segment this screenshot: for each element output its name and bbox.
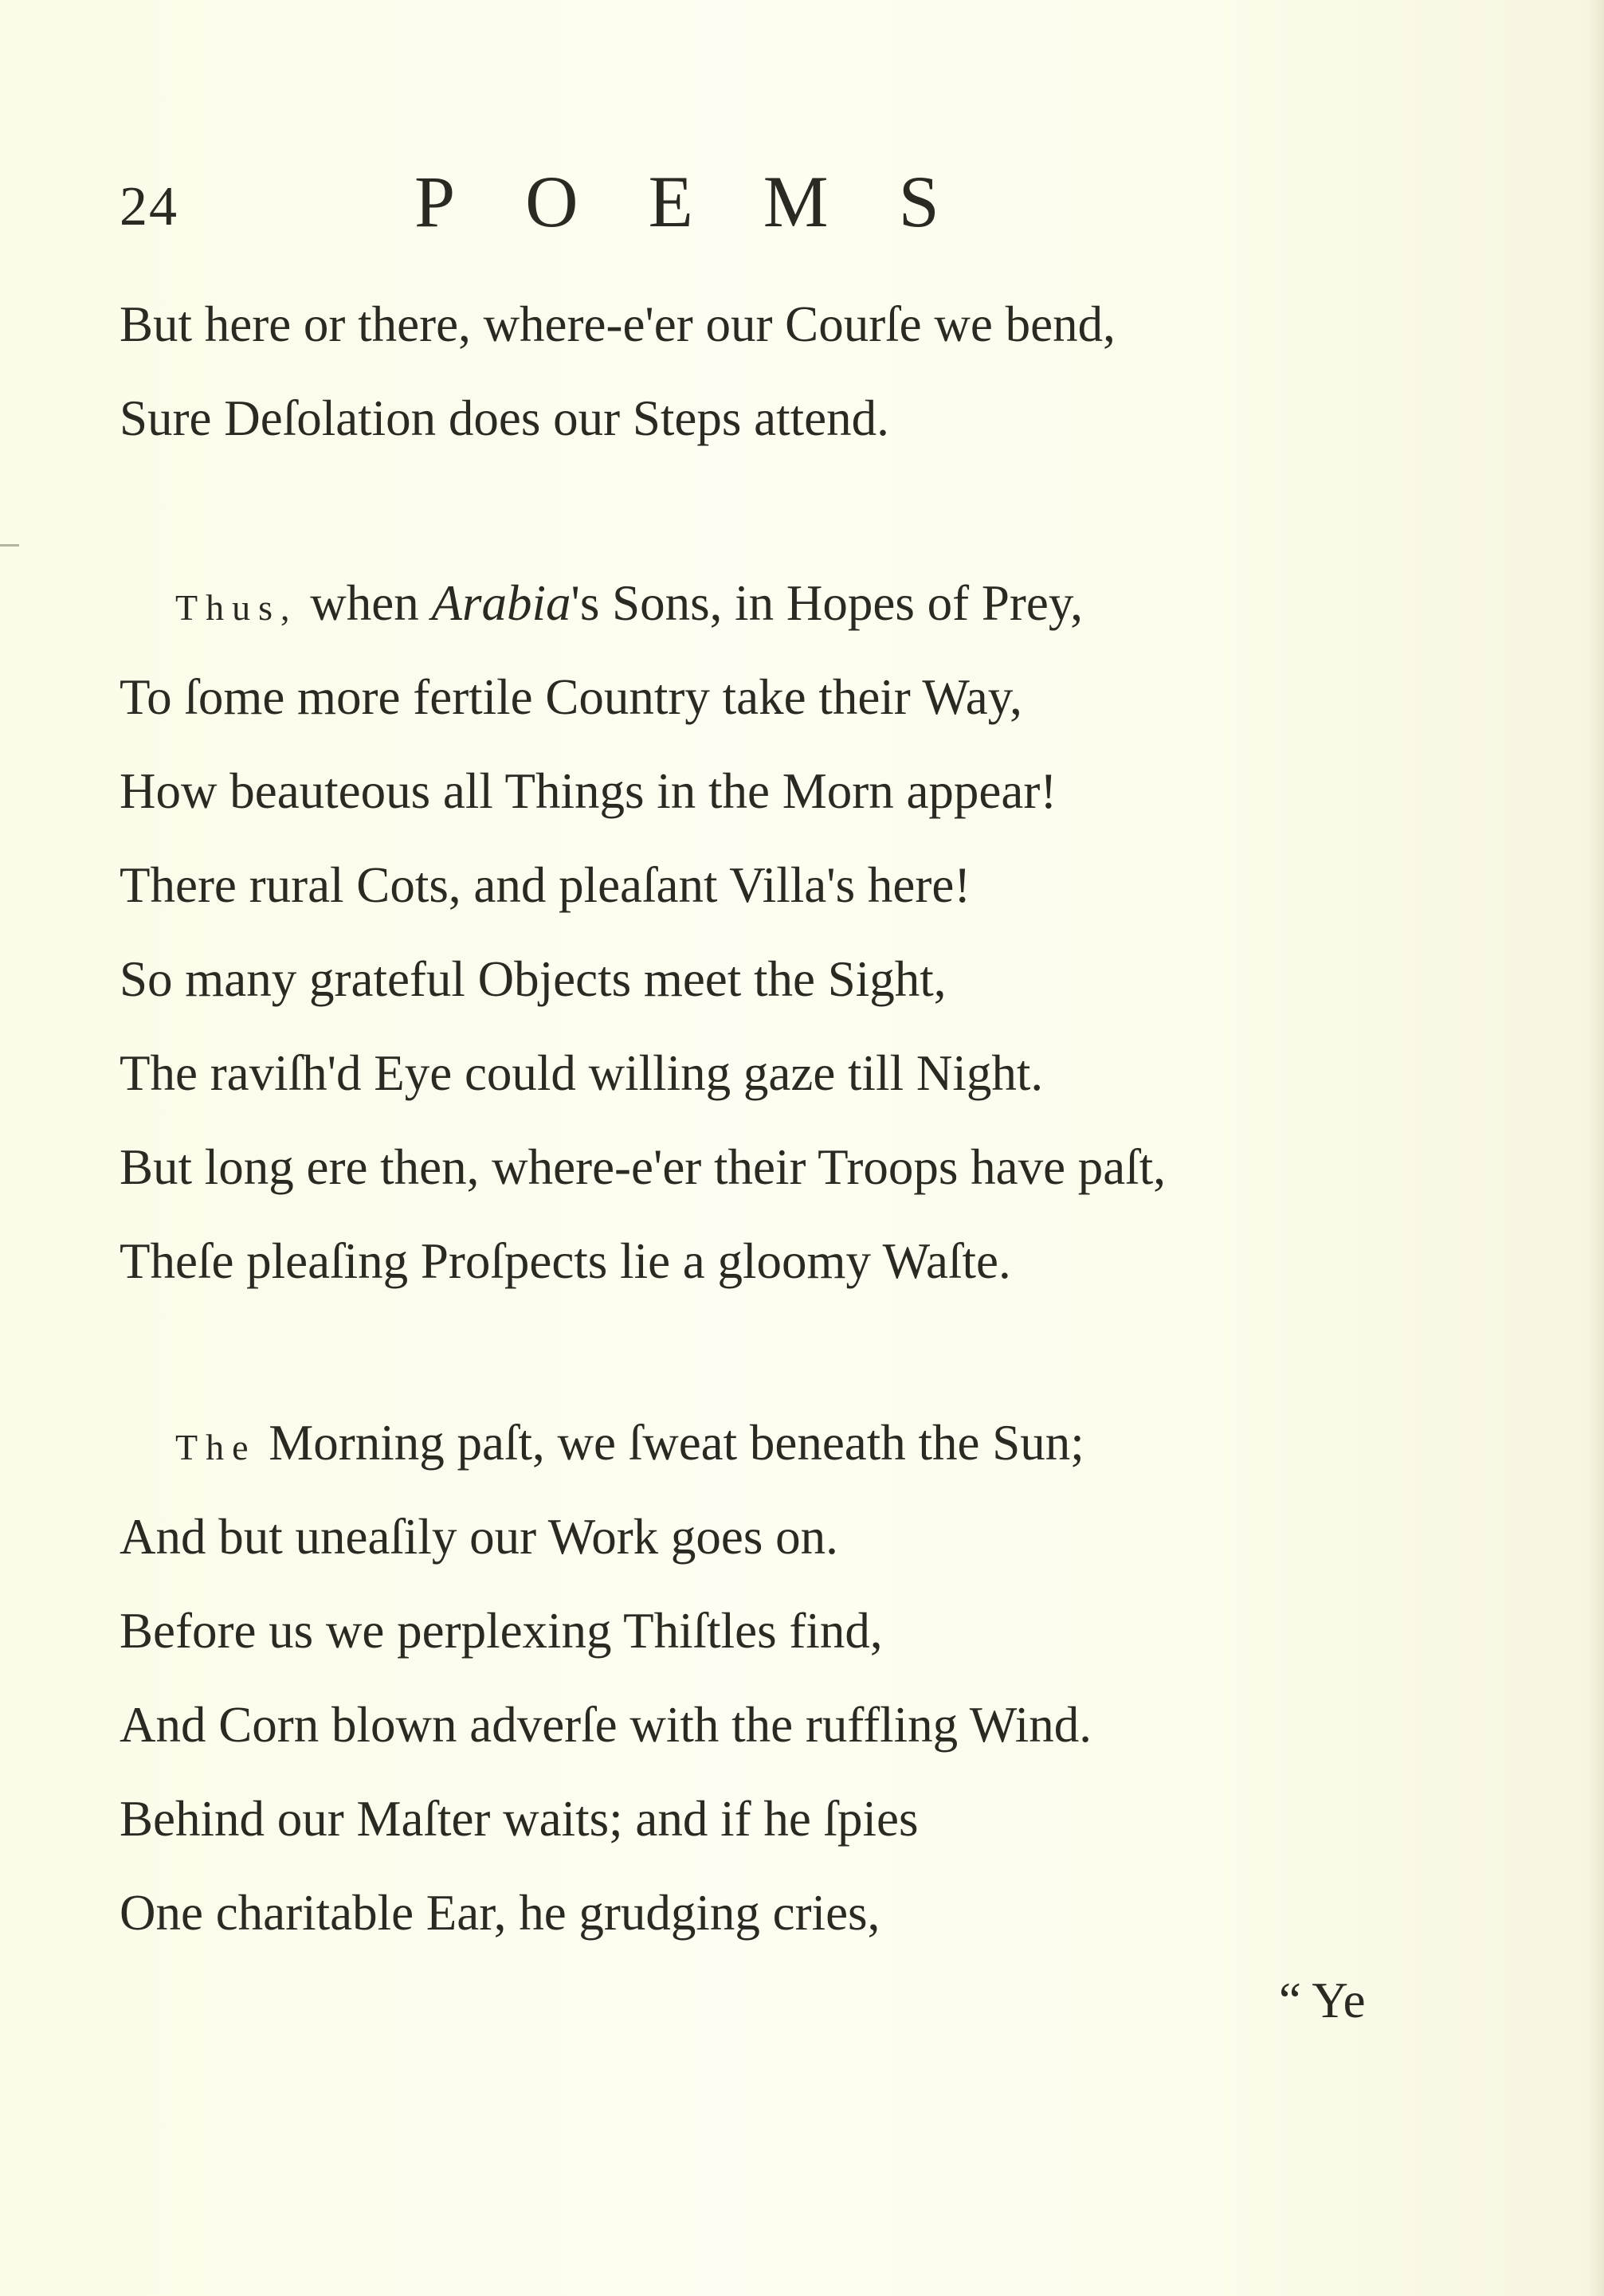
stanza-3 [120,1396,1434,1960]
verse-text: 's Sons, in Hopes of Prey, [571,575,1084,631]
small-caps-word: Thus, [175,587,298,628]
verse-line: But here or there, where-e'er our Courſe we bend, [120,296,1116,352]
stanza-2 [120,556,1434,1308]
verse-line-first [120,556,1434,650]
verse-line: Behind our Maſter waits; and if he ſpies [120,1791,919,1847]
running-title: POEMS [414,161,1010,242]
verse-line: The raviſh'd Eye could willing gaze till Night. [120,1045,1044,1101]
italic-name: Arabia [431,575,571,631]
stanza-1 [120,277,1434,465]
verse-line: Before us we perplexing Thiſtles find, [120,1603,883,1659]
verse-line: So many grateful Objects meet the Sight, [120,951,947,1007]
verse-line: And but uneaſily our Work goes on. [120,1509,838,1565]
verse-line: There rural Cots, and pleaſant Villa's here! [120,857,971,913]
verse-line: But long ere then, where-e'er their Troops have paſt, [120,1139,1167,1195]
verse-line: One charitable Ear, he grudging cries, [120,1885,880,1941]
page-header [120,151,1155,247]
verse-text: Morning paſt, we ſweat beneath the Sun; [256,1415,1084,1471]
margin-mark [0,544,19,547]
small-caps-word: The [175,1427,257,1467]
verse-line: And Corn blown adverſe with the ruffling Wind. [120,1697,1092,1753]
verse-line-first [120,1396,1434,1490]
verse-line: Sure Deſolation does our Steps attend. [120,390,889,446]
page-edge-shadow [1586,0,1604,2296]
verse-text: when [297,575,432,631]
verse-line: How beauteous all Things in the Morn appear! [120,763,1057,819]
catchword: “ Ye [1279,1973,1366,2028]
page-number: 24 [120,176,178,237]
verse-line: To ſome more fertile Country take their Way, [120,669,1022,725]
verse-line: Theſe pleaſing Proſpects lie a gloomy Waſte. [120,1233,1011,1289]
